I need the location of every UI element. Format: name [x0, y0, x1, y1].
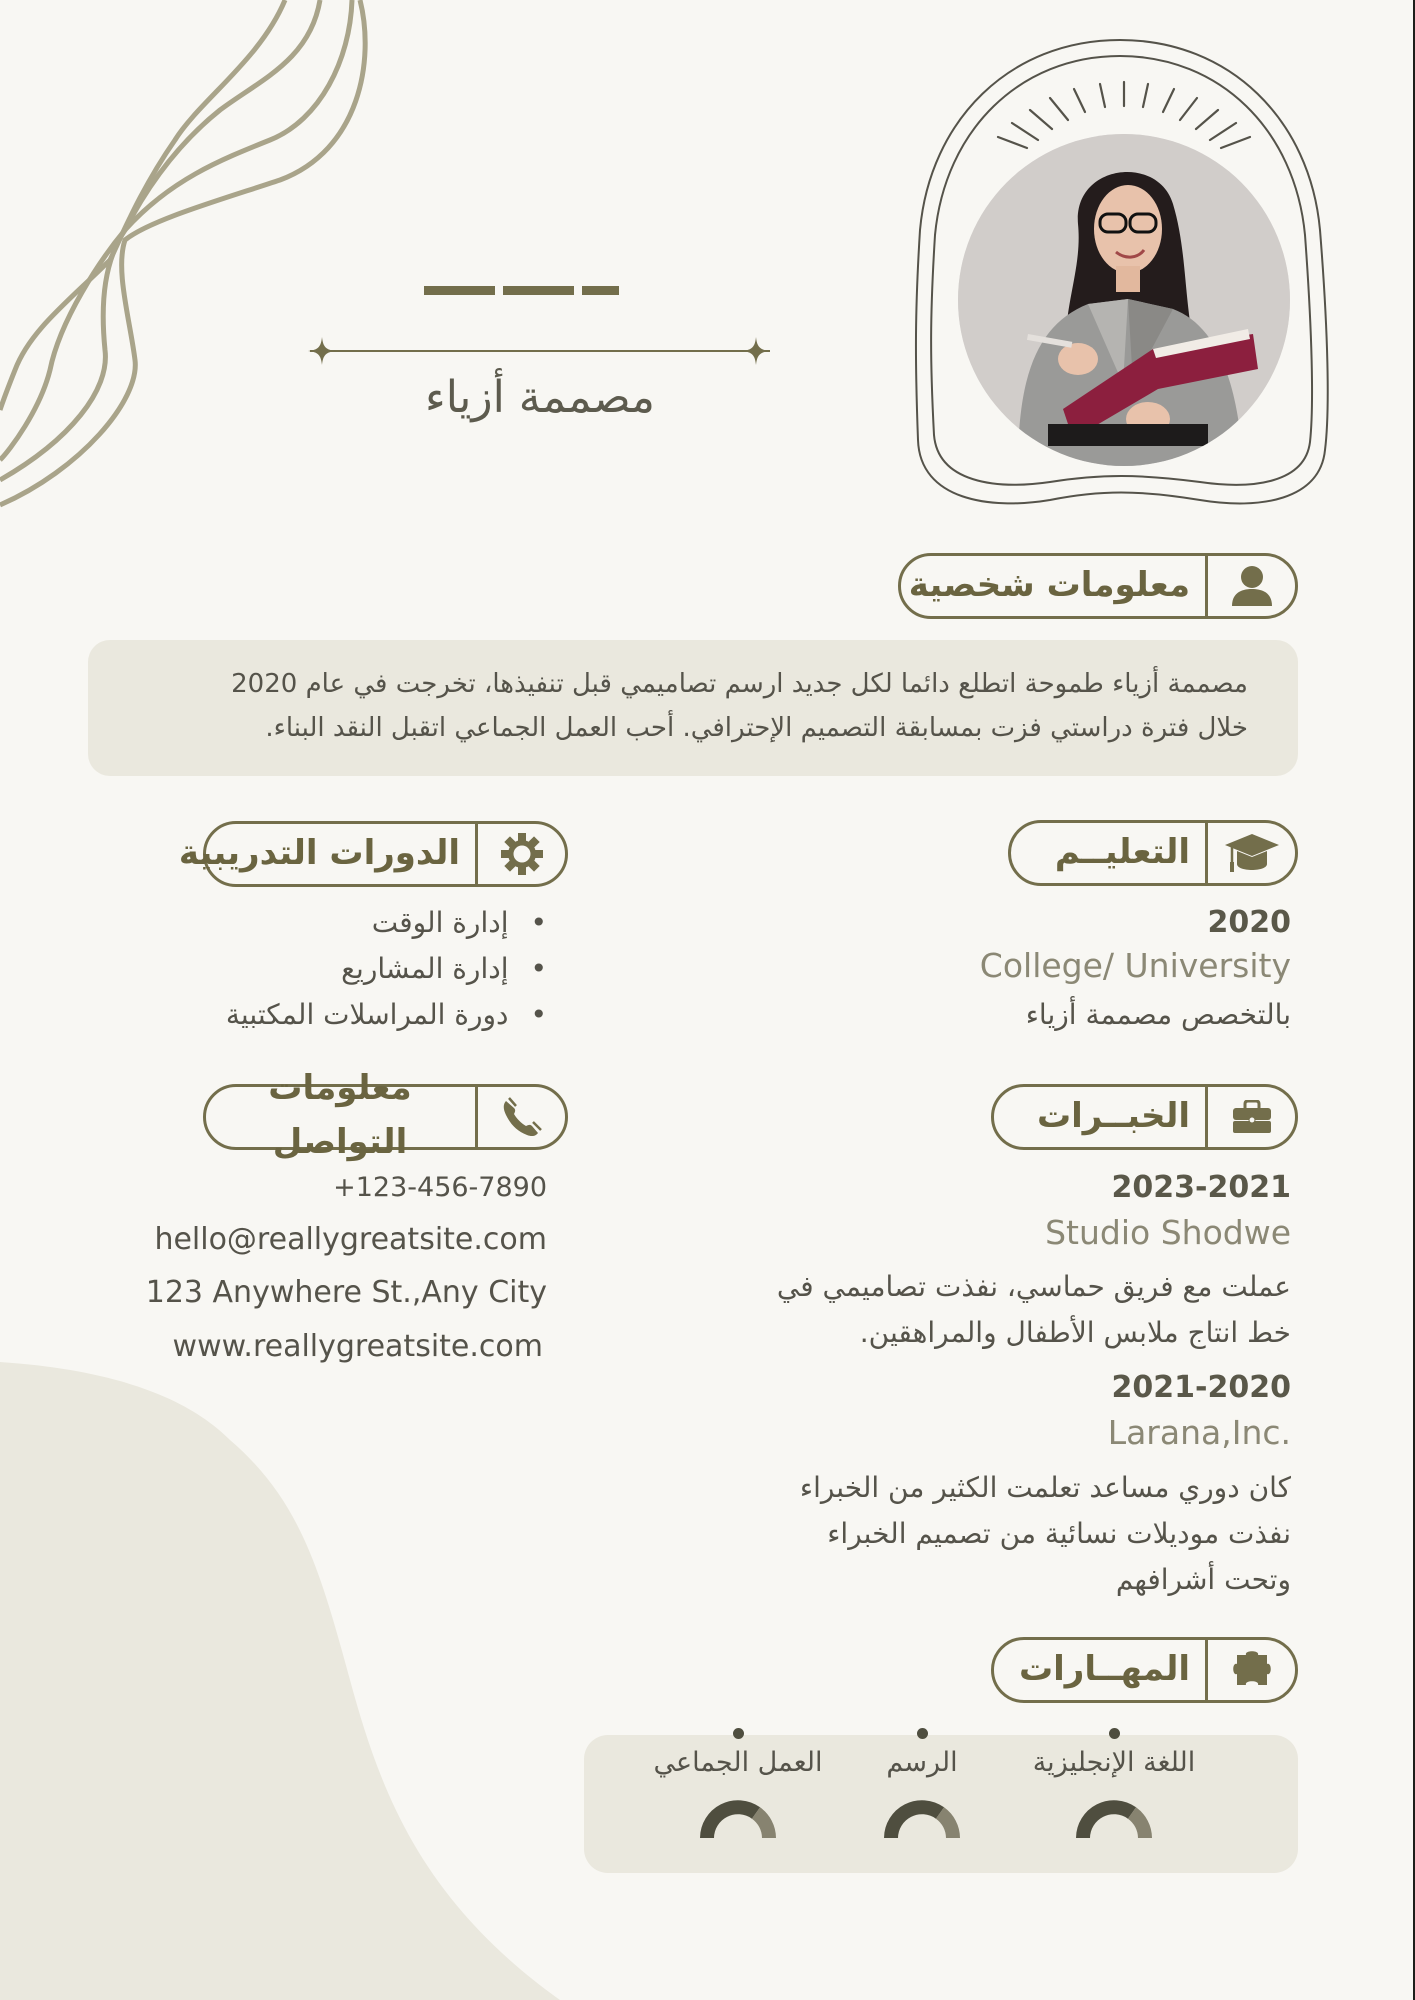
- skill-gauge: [1076, 1800, 1152, 1840]
- profile-photo: [958, 134, 1290, 466]
- sparkle-star-icon: [742, 337, 770, 365]
- pill-icon-container: [475, 824, 565, 884]
- skill-marker-dot: [917, 1728, 928, 1739]
- phone-icon: [500, 1095, 544, 1139]
- section-header-contact: [203, 1067, 568, 1162]
- summary-line: خلال فترة دراستي فزت بمسابقة التصميم الإحترافي. أحب العمل الجماعي اتقبل النقد البناء.: [265, 713, 1248, 743]
- briefcase-icon: [1232, 1100, 1272, 1134]
- skill-item: [628, 1728, 848, 1840]
- experience-company: Larana,Inc.: [1107, 1413, 1291, 1452]
- contact-website: www.reallygreatsite.com: [172, 1329, 543, 1364]
- section-header-skills: [991, 1637, 1298, 1703]
- decorative-wave-lines: [0, 0, 380, 510]
- section-title-contact: معلومات التواصل: [268, 1067, 412, 1162]
- contact-email: hello@reallygreatsite.com: [154, 1222, 547, 1257]
- section-header-courses: [178, 821, 568, 887]
- section-header-personal-info: [898, 553, 1298, 619]
- decorative-blob: [0, 1340, 600, 2000]
- course-item: • دورة المراسلات المكتبية: [226, 992, 547, 1038]
- skill-name: الرسم: [886, 1747, 958, 1778]
- experience-line: كان دوري مساعد تعلمت الكثير من الخبراء: [799, 1471, 1291, 1504]
- pill-icon-container: [1205, 556, 1295, 616]
- education-major: بالتخصص مصممة أزياء: [1025, 998, 1291, 1031]
- pill-icon-container: [1205, 1087, 1295, 1147]
- experience-line: خط انتاج ملابس الأطفال والمراهقين.: [859, 1316, 1291, 1349]
- contact-address: 123 Anywhere St.,Any City: [145, 1275, 547, 1310]
- skill-gauge: [884, 1800, 960, 1840]
- sparkle-star-icon: [308, 337, 336, 365]
- experience-company: Studio Shodwe: [1045, 1213, 1291, 1252]
- experience-description: [800, 1465, 1291, 1603]
- skill-name: اللغة الإنجليزية: [1032, 1747, 1196, 1778]
- experience-period: 2023-2021: [1111, 1170, 1291, 1205]
- contact-phone: +123-456-7890: [333, 1172, 547, 1203]
- section-header-education: [1008, 820, 1298, 886]
- experience-line: نفذت موديلات نسائية من تصميم الخبراء: [827, 1517, 1291, 1550]
- section-header-experience: [991, 1084, 1298, 1150]
- experience-line: عملت مع فريق حماسي، نفذت تصاميمي في: [776, 1270, 1291, 1303]
- job-title: مصممة أزياء: [425, 372, 655, 423]
- education-institution: College/ University: [979, 946, 1291, 985]
- skill-marker-dot: [1109, 1728, 1120, 1739]
- summary-line: مصممة أزياء طموحة اتطلع دائما لكل جديد ارسم تصاميمي قبل تنفيذها، تخرجت في عام 2020: [231, 669, 1248, 699]
- skill-gauge: [700, 1800, 776, 1840]
- course-item: • إدارة المشاريع: [226, 946, 547, 992]
- gear-icon: [500, 832, 544, 876]
- graduation-cap-icon: [1224, 832, 1280, 874]
- puzzle-icon: [1227, 1651, 1277, 1689]
- pill-icon-container: [1205, 1640, 1295, 1700]
- courses-list: [226, 900, 547, 1038]
- title-dashes-decoration: [424, 286, 619, 295]
- section-title-courses: الدورات التدريبية: [178, 833, 460, 874]
- skill-name: العمل الجماعي: [653, 1747, 823, 1778]
- title-divider-line: [310, 350, 770, 352]
- pill-icon-container: [1205, 823, 1295, 883]
- skill-item: [1004, 1728, 1224, 1840]
- education-year: 2020: [1207, 905, 1291, 940]
- experience-description: [777, 1264, 1291, 1356]
- section-title-experience: الخبــرات: [1036, 1096, 1190, 1137]
- summary-panel: [88, 640, 1298, 776]
- section-title-education: التعليــم: [1054, 832, 1190, 873]
- course-item: • إدارة الوقت: [226, 900, 547, 946]
- experience-line: وتحت أشرافهم: [1115, 1563, 1291, 1596]
- pill-icon-container: [475, 1087, 565, 1147]
- experience-period: 2021-2020: [1111, 1370, 1291, 1405]
- skill-marker-dot: [733, 1728, 744, 1739]
- section-title-personal-info: معلومات شخصية: [908, 565, 1190, 606]
- section-title-skills: المهــارات: [1018, 1649, 1190, 1690]
- user-icon: [1230, 564, 1274, 608]
